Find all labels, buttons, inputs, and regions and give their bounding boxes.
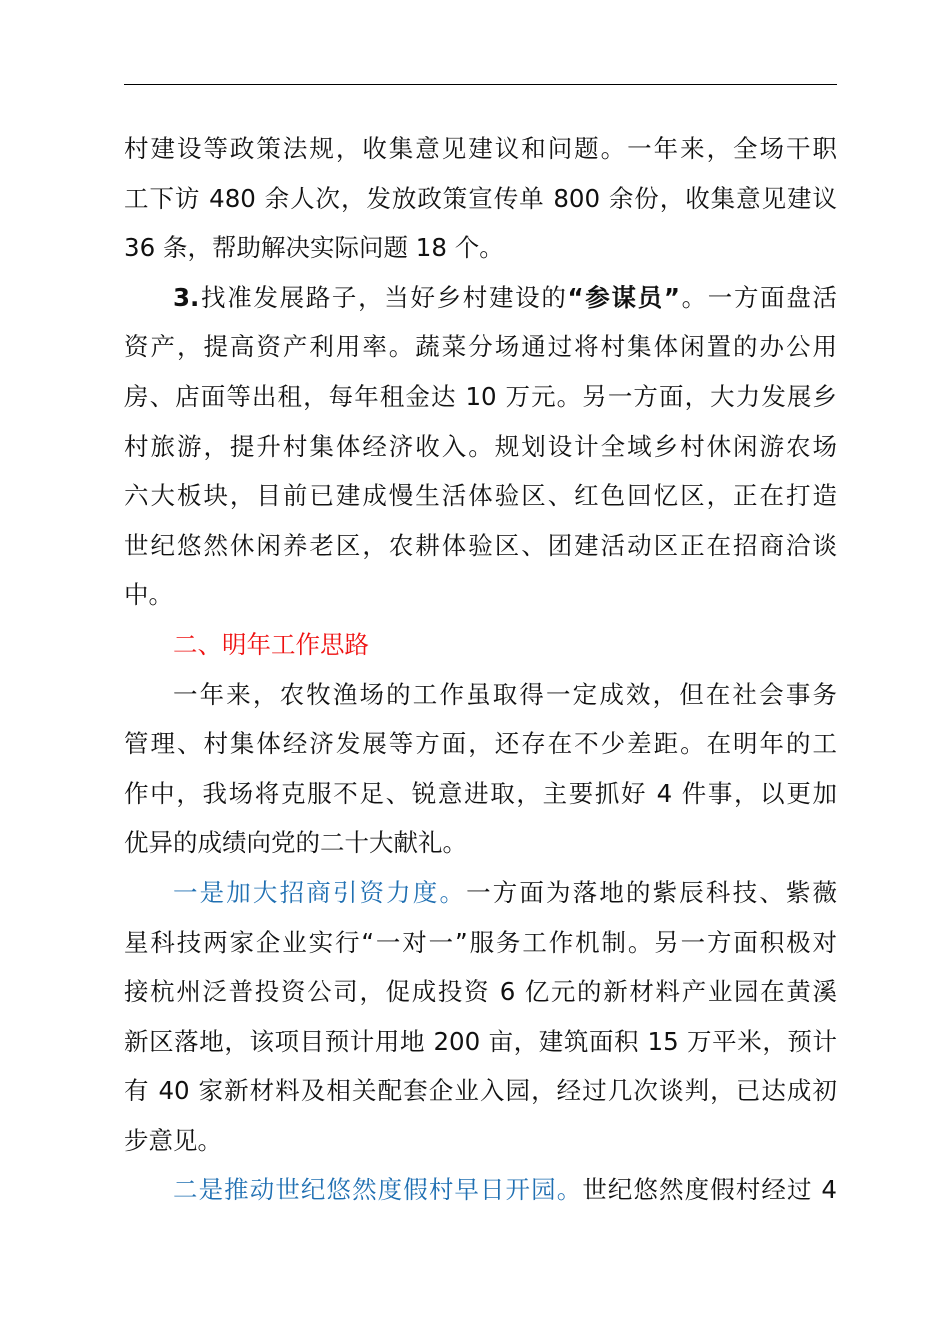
point-2-lead: 二是推动世纪悠然度假村早日开园。 [173,1175,583,1205]
paragraph-line: 接杭州泛普投资公司，促成投资 6 亿元的新材料产业园在黄溪 [124,977,837,1007]
paragraph-line: 世纪悠然休闲养老区，农耕体验区、团建活动区正在招商洽谈 [124,530,837,560]
paragraph-line: 星科技两家企业实行“一对一”服务工作机制。另一方面积极对 [124,927,837,957]
paragraph-line: 优异的成绩向党的二十大献礼。 [124,828,467,858]
item-3-title-line [124,273,837,323]
point-1-rest: 一方面为落地的紫辰科技、紫薇 [466,877,838,907]
paragraph-line: 村旅游，提升村集体经济收入。规划设计全域乡村休闲游农场 [124,431,837,461]
paragraph-line: 作中，我场将克服不足、锐意进取，主要抓好 4 件事，以更加 [124,778,837,808]
item-title-quote: “参谋员” [567,282,680,312]
point-1-lead: 一是加大招商引资力度。 [173,877,467,907]
paragraph-line: 新区落地，该项目预计用地 200 亩，建筑面积 15 万平米，预计 [124,1026,837,1056]
header-rule [124,84,837,85]
paragraph-line: 36 条，帮助解决实际问题 18 个。 [124,233,504,263]
paragraph-line: 资产，提高资产利用率。蔬菜分场通过将村集体闲置的办公用 [124,332,837,362]
item-number: 3. [173,282,200,312]
paragraph-line: 管理、村集体经济发展等方面，还存在不少差距。在明年的工 [124,729,837,759]
document-body [124,124,837,1215]
item-title-rest: 。一方面盘活 [679,282,837,312]
paragraph-line: 步意见。 [124,1125,222,1155]
point-1-first-line [124,868,837,918]
paragraph-line: 六大板块，目前已建成慢生活体验区、红色回忆区，正在打造 [124,481,837,511]
paragraph-line: 工下访 480 余人次，发放政策宣传单 800 余份，收集意见建议 [124,183,837,213]
paragraph-line: 房、店面等出租，每年租金达 10 万元。另一方面，大力发展乡 [124,381,837,411]
point-2-first-line [124,1165,837,1215]
item-title: 找准发展路子，当好乡村建设的 [199,282,568,312]
paragraph-line: 有 40 家新材料及相关配套企业入园，经过几次谈判，已达成初 [124,1076,837,1106]
section-heading: 二、明年工作思路 [173,629,369,659]
paragraph-line: 中。 [124,580,173,610]
paragraph-line: 一年来，农牧渔场的工作虽取得一定成效，但在社会事务 [173,679,837,709]
paragraph-line: 村建设等政策法规，收集意见建议和问题。一年来，全场干职 [124,134,837,163]
point-2-rest: 世纪悠然度假村经过 4 [582,1175,838,1205]
